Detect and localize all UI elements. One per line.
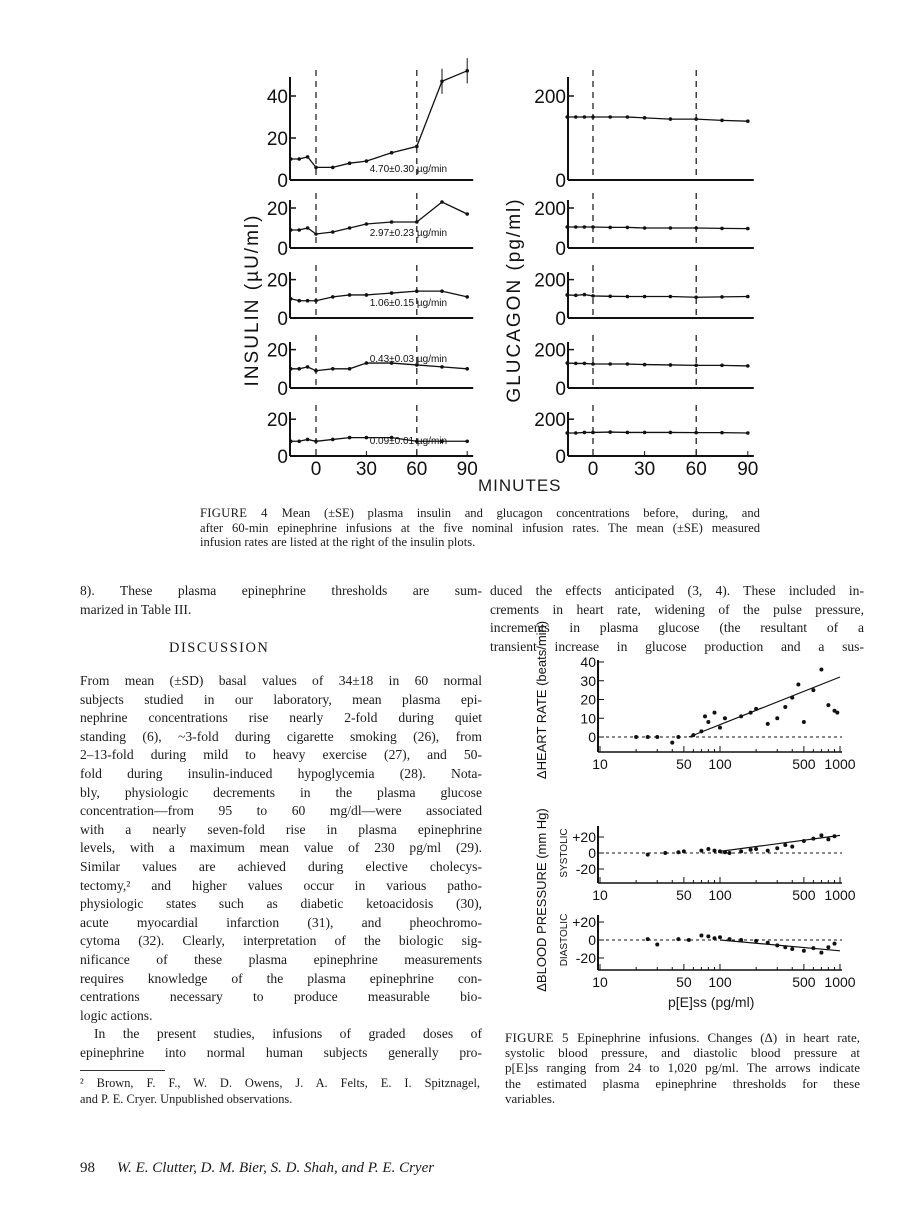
- x-tick-label: 500: [792, 887, 816, 903]
- figure-5-xlabel: p[E]ss (pg/ml): [668, 994, 755, 1010]
- text-line: crements in heart rate, widening of the pulse pressure,: [490, 601, 864, 617]
- running-footer-authors: W. E. Clutter, D. M. Bier, S. D. Shah, and P. E. Cryer: [117, 1160, 435, 1176]
- text-line: transient increase in glucose production and a sus-: [490, 638, 864, 654]
- data-point: [775, 846, 779, 850]
- y-tick-label: 0: [588, 845, 596, 861]
- y-tick-label: 20: [266, 199, 288, 220]
- data-point: [739, 938, 743, 942]
- data-point: [655, 735, 659, 739]
- data-point: [739, 714, 743, 718]
- data-point: [796, 683, 800, 687]
- data-point: [739, 849, 743, 853]
- y-tick-label: 0: [277, 379, 288, 400]
- data-point: [706, 847, 710, 851]
- data-point: [706, 934, 710, 938]
- x-tick-label: 10: [592, 887, 608, 903]
- data-point: [783, 843, 787, 847]
- y-tick-label: 0: [555, 239, 566, 260]
- data-point: [682, 849, 686, 853]
- x-tick-label: 50: [676, 887, 692, 903]
- x-tick-label: 10: [592, 974, 608, 990]
- data-point: [811, 837, 815, 841]
- y-tick-label: 0: [555, 171, 566, 192]
- data-point: [835, 711, 839, 715]
- caption-line: infusion rates are listed at the right of the insulin plots.: [200, 535, 476, 550]
- text-line: bly, physiologic decrements in the plasma glucose: [80, 784, 482, 800]
- x-tick-label: 10: [592, 756, 608, 772]
- x-tick-label: 0: [310, 459, 322, 480]
- data-point: [676, 735, 680, 739]
- y-tick-label: 0: [555, 309, 566, 330]
- data-point: [676, 850, 680, 854]
- data-point: [706, 720, 710, 724]
- text-line: acute myocardial infarction (31), and pheochromo-: [80, 914, 482, 930]
- regression-line: [689, 677, 840, 737]
- text-line: From mean (±SD) basal values of 34±18 in 60 normal: [80, 673, 482, 688]
- data-point: [790, 696, 794, 700]
- data-point: [783, 945, 787, 949]
- y-tick-label: 20: [266, 129, 288, 150]
- text-line: nificance of these plasma epinephrine measurements: [80, 952, 482, 967]
- text-line: subjects studied in our laboratory, mean plasma epi-: [80, 691, 482, 707]
- x-tick-label: 0: [587, 459, 599, 480]
- text-line: cytoma (32). Clearly, interpretation of the biologic sig-: [80, 933, 482, 949]
- data-point: [749, 711, 753, 715]
- footnote-line: and P. E. Cryer. Unpublished observations.: [80, 1091, 293, 1106]
- footnote-divider: [80, 1070, 165, 1071]
- y-tick-label: 20: [266, 410, 288, 432]
- text-line: duced the effects anticipated (3, 4). These included in-: [490, 583, 864, 598]
- text-line: epinephrine into normal human subjects generally pro-: [80, 1045, 482, 1060]
- data-point: [754, 939, 758, 943]
- x-tick-label: 30: [634, 459, 656, 480]
- infusion-rate-label: 2.97±0.23 µg/min: [369, 228, 448, 239]
- text-line: fold during insulin-induced hypoglycemia (28). Nota-: [80, 766, 482, 781]
- caption-line: the estimated plasma epinephrine thresholds for these: [505, 1075, 860, 1091]
- text-line: logic actions.: [80, 1007, 153, 1023]
- y-tick-label: 20: [266, 340, 288, 362]
- data-point: [655, 943, 659, 947]
- data-point: [826, 703, 830, 707]
- y-tick-label: -20: [575, 861, 596, 877]
- y-tick-label: -20: [575, 950, 596, 966]
- data-point: [766, 849, 770, 853]
- text-line: nephrine concentrations rise nearly 2-fold during quiet: [80, 710, 482, 726]
- data-point: [723, 716, 727, 720]
- x-tick-label: 500: [792, 756, 816, 772]
- data-point: [833, 942, 837, 946]
- text-line: 2–13-fold during mild to heavy exercise (27), and 50-: [80, 747, 482, 763]
- data-point: [646, 853, 650, 857]
- y-tick-label: 40: [580, 654, 596, 670]
- caption-line: FIGURE 5 Epinephrine infusions. Changes (Δ) in heart rate,: [505, 1030, 860, 1045]
- data-point: [691, 733, 695, 737]
- data-point: [802, 720, 806, 724]
- data-point: [819, 951, 823, 955]
- text-line: concentration—from 95 to 60 mg/dl—were associated: [80, 803, 482, 819]
- data-point: [826, 837, 830, 841]
- data-point: [687, 938, 691, 942]
- x-tick-label: 500: [792, 974, 816, 990]
- x-tick-label: 60: [406, 459, 428, 480]
- y-tick-label: 40: [266, 87, 288, 108]
- data-point: [754, 707, 758, 711]
- insulin-y-axis-label: INSULIN (µU/ml): [242, 213, 263, 387]
- data-point: [749, 848, 753, 852]
- y-tick-label: 30: [580, 672, 596, 689]
- data-point: [775, 943, 779, 947]
- data-point: [775, 716, 779, 720]
- data-point: [766, 722, 770, 726]
- infusion-rate-label: 1.06±0.15 µg/min: [369, 298, 448, 309]
- page-number: 98: [80, 1160, 95, 1176]
- text-line: levels, with a maximum mean value of 230 pg/ml (29).: [80, 840, 482, 856]
- data-point: [723, 850, 727, 854]
- data-point: [802, 949, 806, 953]
- text-line: centrations necessary to produce measurable bio-: [80, 989, 482, 1005]
- x-tick-label: 100: [708, 974, 732, 990]
- data-point: [790, 947, 794, 951]
- text-line: requires knowledge of the plasma epinephrine con-: [80, 970, 482, 986]
- figure-4-xlabel: MINUTES: [478, 476, 562, 495]
- data-point: [713, 711, 717, 715]
- y-tick-label: 0: [555, 379, 566, 400]
- data-point: [819, 668, 823, 672]
- caption-line: p[E]ss ranging from 24 to 1,020 pg/ml. The arrows indicate: [505, 1060, 860, 1076]
- caption-label: FIGURE 4: [200, 506, 282, 520]
- section-heading: DISCUSSION: [169, 640, 270, 656]
- data-point: [713, 849, 717, 853]
- text-line: physiologic states such as diabetic ketoacidosis (30),: [80, 896, 482, 912]
- data-point: [783, 705, 787, 709]
- data-point: [754, 847, 758, 851]
- x-tick-label: 1000: [824, 887, 856, 903]
- infusion-rate-label: 0.09±0.01 µg/min: [369, 436, 448, 447]
- data-point: [646, 735, 650, 739]
- data-point: [703, 714, 707, 718]
- y-tick-label: 200: [534, 270, 566, 292]
- data-point: [718, 935, 722, 939]
- caption-line: FIGURE 4 Mean (±SE) plasma insulin and glucagon concentrations before, during, and: [200, 506, 760, 520]
- regression-line: [720, 835, 840, 851]
- data-point: [699, 849, 703, 853]
- data-point: [718, 726, 722, 730]
- data-point: [811, 946, 815, 950]
- data-point: [728, 937, 732, 941]
- data-point: [670, 741, 674, 745]
- x-tick-label: 1000: [824, 974, 856, 990]
- y-tick-label: 0: [277, 171, 288, 192]
- text-line: standing (6), ~3-fold during cigarette smoking (26), from: [80, 728, 482, 744]
- text-line: increments in plasma glucose (the resultant of a: [490, 620, 864, 636]
- x-tick-label: 1000: [824, 756, 856, 772]
- caption-line: variables.: [505, 1090, 556, 1106]
- y-tick-label: 0: [277, 239, 288, 260]
- data-point: [713, 936, 717, 940]
- y-tick-label: 0: [555, 447, 566, 468]
- regression-line: [720, 940, 840, 951]
- y-tick-label: 0: [588, 932, 596, 948]
- panel-sublabel: SYSTOLIC: [559, 828, 570, 878]
- caption-line: systolic blood pressure, and diastolic blood pressure at: [505, 1045, 860, 1061]
- data-point: [790, 845, 794, 849]
- y-tick-label: 200: [534, 410, 566, 432]
- y-tick-label: 10: [580, 710, 596, 727]
- y-tick-label: 200: [534, 199, 566, 220]
- data-point: [728, 851, 732, 855]
- data-point: [699, 934, 703, 938]
- y-tick-label: 20: [266, 270, 288, 292]
- x-tick-label: 30: [355, 459, 377, 480]
- data-point: [811, 688, 815, 692]
- y-tick-label: 0: [277, 447, 288, 468]
- y-tick-label: 200: [534, 340, 566, 362]
- x-tick-label: 100: [708, 756, 732, 772]
- y-tick-label: 200: [534, 87, 566, 108]
- x-tick-label: 50: [676, 974, 692, 990]
- data-point: [833, 834, 837, 838]
- text-line: Similar values are achieved during elective cholecys-: [80, 859, 482, 874]
- data-point: [699, 729, 703, 733]
- x-tick-label: 90: [737, 459, 759, 480]
- x-tick-label: 50: [676, 756, 692, 772]
- blood-pressure-y-axis-label: ΔBLOOD PRESSURE (mm Hg): [534, 808, 549, 992]
- panel-sublabel: DIASTOLIC: [559, 913, 570, 967]
- caption-line: after 60-min epinephrine infusions at the five nominal infusion rates. The mean (±SE) measured: [200, 520, 760, 535]
- data-point: [766, 941, 770, 945]
- footnote-line: ² Brown, F. F., W. D. Owens, J. A. Felts, E. I. Spitznagel,: [80, 1076, 480, 1090]
- data-point: [802, 839, 806, 843]
- data-point: [718, 849, 722, 853]
- y-tick-label: 20: [580, 691, 596, 708]
- y-tick-label: 0: [277, 309, 288, 330]
- text-line: tectomy,² and higher values occur in various patho-: [80, 877, 482, 893]
- y-tick-label: +20: [572, 914, 596, 930]
- infusion-rate-label: 4.70±0.30 µg/min: [369, 164, 448, 175]
- y-tick-label: +20: [572, 829, 596, 845]
- x-tick-label: 90: [456, 459, 478, 480]
- y-tick-label: 0: [588, 729, 596, 745]
- text-line: In the present studies, infusions of graded doses of: [94, 1026, 482, 1042]
- data-point: [646, 937, 650, 941]
- text-line: marized in Table III.: [80, 601, 192, 617]
- infusion-rate-label: 0.43±0.03 µg/min: [369, 354, 448, 365]
- data-point: [676, 937, 680, 941]
- text-line: 8). These plasma epinephrine thresholds are sum-: [80, 583, 482, 598]
- data-point: [663, 851, 667, 855]
- data-point: [634, 735, 638, 739]
- x-tick-label: 60: [685, 459, 707, 480]
- heart-rate-y-axis-label: ΔHEART RATE (beats/min): [534, 620, 549, 780]
- caption-label: FIGURE 5: [505, 1030, 578, 1045]
- data-point: [826, 945, 830, 949]
- x-tick-label: 100: [708, 887, 732, 903]
- text-line: with a nearly seven-fold rise in plasma epinephrine: [80, 821, 482, 837]
- glucagon-y-axis-label: GLUCAGON (pg/ml): [504, 197, 525, 403]
- data-point: [819, 833, 823, 837]
